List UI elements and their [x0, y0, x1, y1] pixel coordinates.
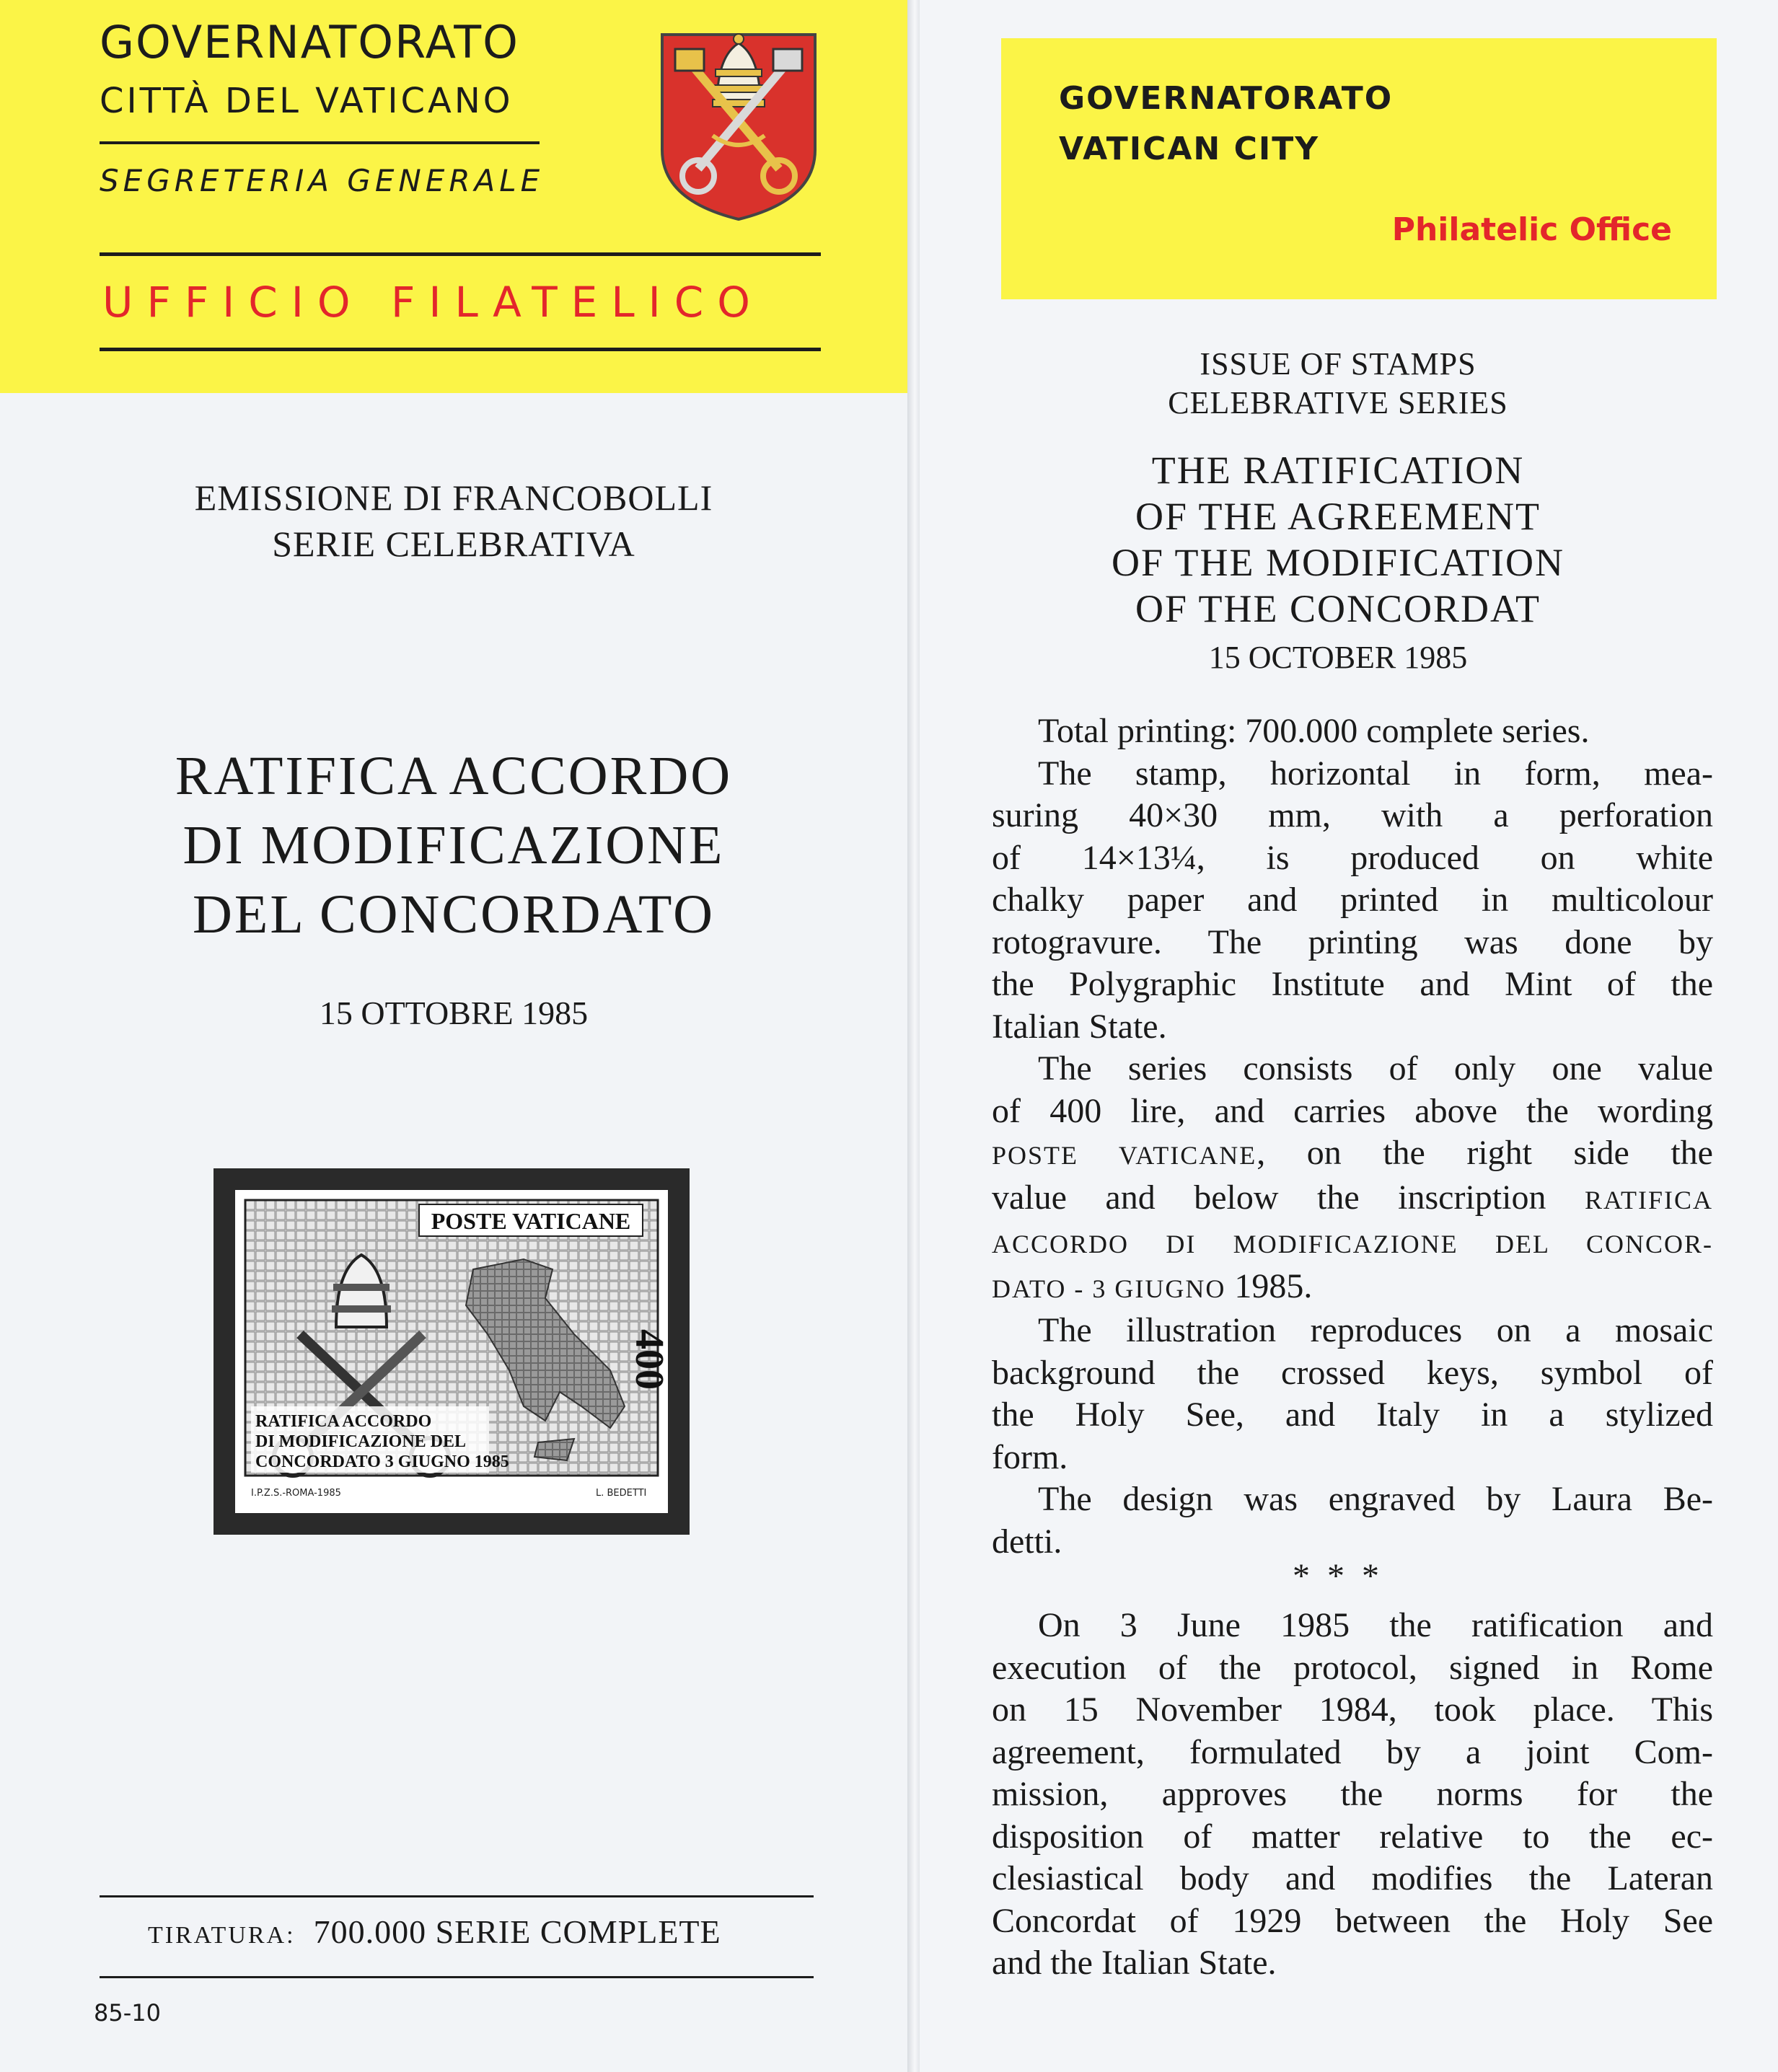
body-line: detti.: [992, 1522, 1062, 1561]
title-line: OF THE MODIFICATION: [1111, 541, 1565, 584]
stamp: [235, 1190, 668, 1513]
vatican-coat-of-arms-icon: [655, 27, 822, 224]
title-line: OF THE CONCORDAT: [1135, 587, 1541, 630]
stamp-printer: I.P.Z.S.-ROMA-1985: [251, 1488, 341, 1499]
divider: [100, 348, 821, 351]
body-line: On 3 June 1985 the ratification and: [1038, 1606, 1713, 1644]
title-italian: [0, 741, 907, 949]
emissione-line: EMISSIONE DI FRANCOBOLLI: [194, 477, 713, 518]
body-line: [992, 1132, 1713, 1177]
stamp-image: [214, 1168, 690, 1535]
body-line: The illustration reproduces on a mosaic: [1038, 1311, 1713, 1349]
body-line: [992, 1266, 1713, 1310]
body-line: Concordat of 1929 between the Holy See: [992, 1901, 1713, 1940]
stamp-poste-vaticane: POSTE VATICANE: [431, 1208, 631, 1234]
body-line: [992, 1177, 1713, 1222]
title-line: THE RATIFICATION: [1151, 449, 1525, 492]
issue-line: ISSUE OF STAMPS: [1200, 346, 1476, 382]
body-line: agreement, formulated by a joint Com-: [992, 1732, 1713, 1771]
inline-smallcaps: RATIFICA: [1584, 1185, 1713, 1214]
issue-line: CELEBRATIVE SERIES: [1168, 385, 1508, 420]
header-governatorato-en: GOVERNATORATO: [1059, 80, 1394, 117]
document-code: 85-10: [94, 1999, 161, 2027]
stamp-inscription-line: RATIFICA ACCORDO: [255, 1412, 432, 1431]
header-vatican-city: VATICAN CITY: [1059, 131, 1320, 167]
header-ufficio: UFFICIO FILATELICO: [102, 278, 764, 327]
body-line: Italian State.: [992, 1007, 1167, 1046]
divider: [100, 252, 821, 256]
inline-text: 1985.: [1225, 1266, 1313, 1305]
divider: [100, 1895, 814, 1897]
right-header: [1001, 38, 1717, 299]
body-line: the Polygraphic Institute and Mint of the: [992, 965, 1713, 1003]
body-line: form.: [992, 1437, 1068, 1476]
divider: [100, 1976, 814, 1978]
title-line: DEL CONCORDATO: [193, 884, 715, 945]
body-line: and the Italian State.: [992, 1944, 1277, 1982]
inline-smallcaps: DATO - 3 GIUGNO: [992, 1274, 1226, 1303]
fold-gutter: [907, 0, 920, 2072]
title-english: [959, 447, 1717, 632]
divider: [100, 141, 540, 144]
body-line: mission, approves the norms for the: [992, 1775, 1713, 1813]
body-line: execution of the protocol, signed in Rome: [992, 1648, 1713, 1687]
title-line: RATIFICA ACCORDO: [175, 746, 733, 806]
tiratura-value: 700.000 SERIE COMPLETE: [313, 1913, 721, 1950]
inline-text: value and below the inscription: [992, 1178, 1585, 1217]
stamp-inscription-line: DI MODIFICAZIONE DEL: [255, 1432, 467, 1451]
tiratura-label: TIRATURA:: [148, 1922, 296, 1949]
body-line: disposition of matter relative to the ec-: [992, 1817, 1713, 1856]
issue-date-english: 15 OCTOBER 1985: [1208, 640, 1468, 675]
stamp-inscription-line: CONCORDATO 3 GIUGNO 1985: [255, 1452, 509, 1471]
body-text-technical: [992, 710, 1713, 1563]
left-header: [0, 0, 907, 393]
emissione-line: SERIE CELEBRATIVA: [272, 524, 635, 564]
header-philatelic-office: Philatelic Office: [1391, 211, 1672, 248]
body-line: the Holy See, and Italy in a stylized: [992, 1396, 1713, 1434]
paragraph-printing: Total printing: 700.000 complete series.: [1038, 712, 1590, 750]
body-line: on 15 November 1984, took place. This: [992, 1690, 1713, 1729]
emissione-heading: [0, 475, 907, 567]
inline-smallcaps: POSTE VATICANE: [992, 1141, 1257, 1170]
header-governatorato: GOVERNATORATO: [100, 16, 519, 69]
issue-date-italian: 15 OTTOBRE 1985: [319, 995, 589, 1031]
issue-heading: [959, 345, 1717, 423]
title-line: OF THE AGREEMENT: [1135, 495, 1541, 538]
body-text-history: [992, 1605, 1713, 1985]
inline-smallcaps: ACCORDO DI MODIFICAZIONE DEL CONCOR-: [992, 1230, 1713, 1258]
body-line: The series consists of only one value: [1038, 1049, 1713, 1088]
body-line: background the crossed keys, symbol of: [992, 1353, 1713, 1392]
stamp-value: 400: [627, 1329, 668, 1390]
body-line: suring 40×30 mm, with a perforation: [992, 796, 1713, 834]
stamp-designer: L. BEDETTI: [596, 1488, 647, 1499]
body-line: chalky paper and printed in multicolour: [992, 881, 1713, 919]
stamp-mosaic-illustration: [235, 1190, 668, 1513]
body-line: [992, 1221, 1713, 1266]
title-line: DI MODIFICAZIONE: [182, 815, 725, 876]
inline-text: , on the right side the: [1257, 1134, 1713, 1172]
header-citta: CITTÀ DEL VATICANO: [100, 81, 514, 121]
tiratura: [148, 1913, 721, 1951]
section-separator-stars: * * *: [1293, 1557, 1383, 1595]
body-line: clesiastical body and modifies the Lateran: [992, 1859, 1713, 1897]
body-line: of 14×13¼, is produced on white: [992, 838, 1713, 877]
body-line: The stamp, horizontal in form, mea-: [1038, 754, 1713, 793]
body-line: The design was engraved by Laura Be-: [1038, 1480, 1713, 1518]
body-line: of 400 lire, and carries above the wording: [992, 1091, 1713, 1130]
body-line: rotogravure. The printing was done by: [992, 922, 1713, 961]
header-segreteria: SEGRETERIA GENERALE: [100, 163, 545, 198]
